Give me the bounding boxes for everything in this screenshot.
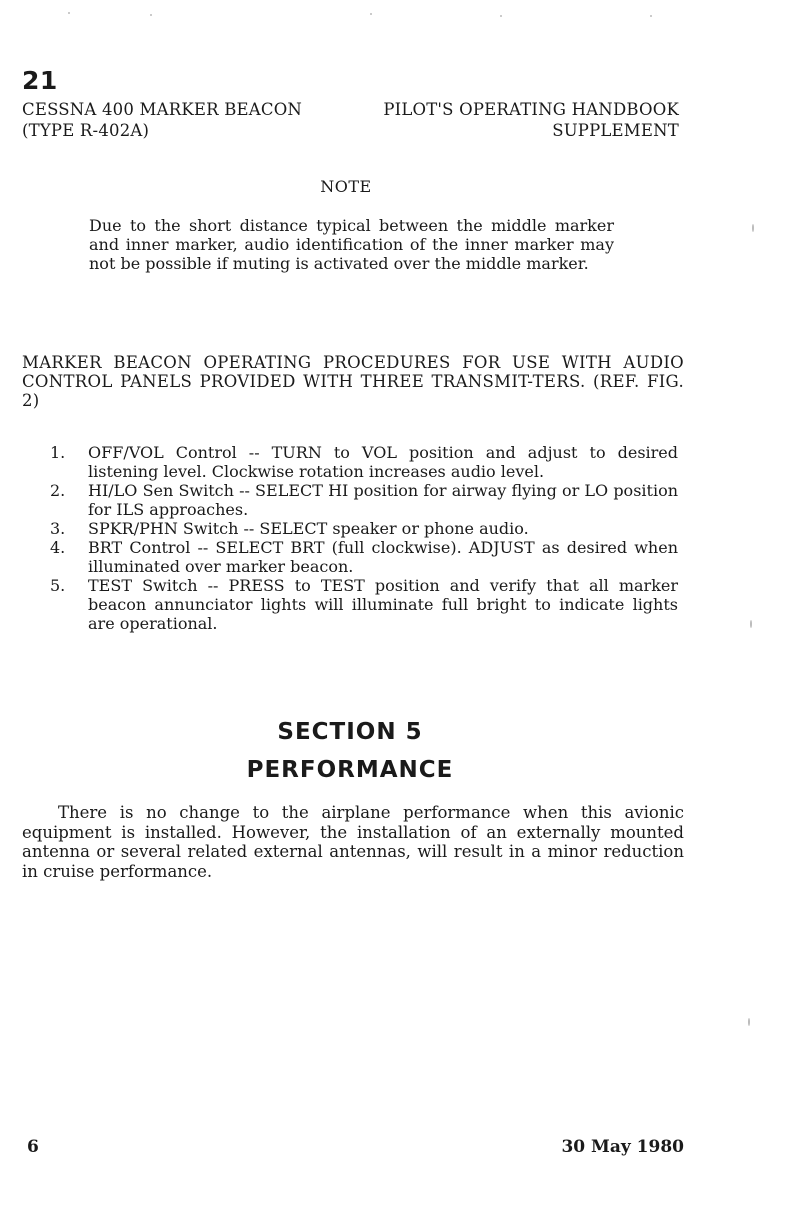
note-body: Due to the short distance typical between the middle marker and inner marker, audio identification of the inner marker may not be possible if muting is activated over the middle marker. bbox=[89, 216, 614, 273]
procedure-step bbox=[50, 481, 678, 519]
header-right bbox=[383, 99, 679, 141]
step-number: 4. bbox=[50, 538, 66, 557]
step-number: 2. bbox=[50, 481, 66, 500]
step-text: OFF/VOL Control -- TURN to VOL position and adjust to desired listening level. Clockwise rotation increases audio level. bbox=[88, 443, 678, 481]
scan-speck bbox=[748, 1018, 750, 1026]
header-left-subtitle: (TYPE R-402A) bbox=[22, 121, 150, 140]
scan-speck bbox=[150, 14, 152, 16]
header-left bbox=[22, 99, 302, 141]
header-right-subtitle: SUPPLEMENT bbox=[552, 121, 679, 140]
section-number: 21 bbox=[22, 66, 58, 95]
step-text: TEST Switch -- PRESS to TEST position and verify that all marker beacon annunciator lights will illuminate full bright to indicate lights are operational. bbox=[88, 576, 678, 633]
procedure-steps-list bbox=[50, 443, 678, 633]
scan-speck bbox=[68, 12, 70, 14]
step-number: 5. bbox=[50, 576, 66, 595]
scan-speck bbox=[750, 620, 752, 628]
footer-date: 30 May 1980 bbox=[561, 1137, 684, 1157]
scan-speck bbox=[500, 15, 502, 17]
page-number: 6 bbox=[27, 1137, 39, 1157]
step-text: BRT Control -- SELECT BRT (full clockwise). ADJUST as desired when illuminated over marker beacon. bbox=[88, 538, 678, 576]
header-right-title: PILOT'S OPERATING HANDBOOK bbox=[383, 100, 679, 119]
procedure-step bbox=[50, 538, 678, 576]
step-text: SPKR/PHN Switch -- SELECT speaker or phone audio. bbox=[88, 519, 529, 538]
procedure-step bbox=[50, 443, 678, 481]
procedure-step bbox=[50, 576, 678, 633]
scan-speck bbox=[370, 13, 372, 15]
section-heading-title: PERFORMANCE bbox=[246, 757, 454, 783]
header-left-title: CESSNA 400 MARKER BEACON bbox=[22, 100, 303, 119]
step-number: 1. bbox=[50, 443, 66, 462]
step-number: 3. bbox=[50, 519, 66, 538]
procedure-step bbox=[50, 519, 678, 538]
scan-speck bbox=[650, 15, 652, 17]
step-text: HI/LO Sen Switch -- SELECT HI position for airway flying or LO position for ILS approaches. bbox=[88, 481, 678, 519]
section-heading-number: SECTION 5 bbox=[277, 719, 423, 745]
note-title: NOTE bbox=[320, 177, 372, 196]
procedures-title: MARKER BEACON OPERATING PROCEDURES FOR USE WITH AUDIO CONTROL PANELS PROVIDED WITH THREE TRANSMIT-TERS. (REF. FIG. 2) bbox=[22, 353, 684, 410]
performance-body: There is no change to the airplane performance when this avionic equipment is installed. However, the installation of an externally mounted antenna or several related external antennas, will result in a minor reduction in cruise performance. bbox=[22, 803, 684, 881]
scan-speck bbox=[752, 224, 754, 232]
